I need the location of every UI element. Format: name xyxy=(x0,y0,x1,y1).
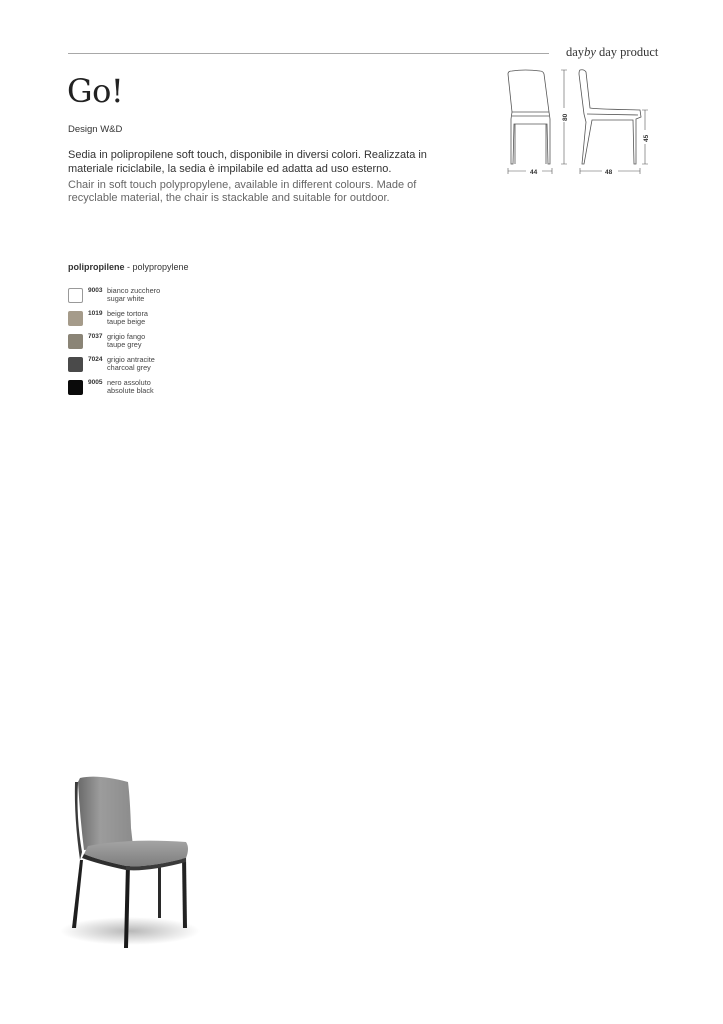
dimension-width: 44 xyxy=(530,169,538,176)
color-name-en: charcoal grey xyxy=(107,363,151,373)
color-name-it: grigio fango xyxy=(107,332,146,341)
color-name-it: beige tortora xyxy=(107,309,148,318)
brand-logo: dayby day product xyxy=(566,45,659,59)
color-code: 9005 xyxy=(88,379,103,386)
material-label: polipropilene - polypropylene xyxy=(68,262,189,272)
dimension-height: 80 xyxy=(562,113,569,121)
description-italian: Sedia in polipropilene soft touch, disponibile in diversi colori. Realizzata in materiale riciclabile, la sedia è impilabile ed adatta ad uso esterno. xyxy=(68,149,427,175)
color-name-it: bianco zucchero xyxy=(107,286,161,295)
color-name-it: grigio antracite xyxy=(107,355,155,364)
top-rule xyxy=(68,53,549,54)
technical-drawing xyxy=(500,64,655,179)
color-name-en: taupe beige xyxy=(107,317,146,327)
chair-side-view xyxy=(579,70,641,164)
color-code: 7024 xyxy=(88,356,103,363)
color-swatch xyxy=(68,380,83,395)
dimension-lines xyxy=(508,70,648,174)
color-code: 9003 xyxy=(88,287,103,294)
floor-shadow xyxy=(60,917,200,945)
description-english: Chair in soft touch polypropylene, available in different colours. Made of recyclable material, the chair is stackable and suitable for outdoor. xyxy=(68,179,417,204)
dimension-depth: 48 xyxy=(605,169,613,176)
color-swatch xyxy=(68,288,83,303)
color-name-en: sugar white xyxy=(107,294,145,304)
color-swatch xyxy=(68,357,83,372)
color-name-en: taupe grey xyxy=(107,340,142,350)
color-code: 7037 xyxy=(88,333,103,340)
color-swatch xyxy=(68,334,83,349)
color-code: 1019 xyxy=(88,310,103,317)
product-title: Go! xyxy=(67,72,124,110)
chair-front-view xyxy=(508,70,550,164)
color-name-en: absolute black xyxy=(107,386,154,396)
color-swatch xyxy=(68,311,83,326)
dimension-seat-height: 45 xyxy=(643,134,650,142)
product-photo xyxy=(58,768,208,958)
color-name-it: nero assoluto xyxy=(107,378,151,387)
designer-credit: Design W&D xyxy=(68,124,123,135)
